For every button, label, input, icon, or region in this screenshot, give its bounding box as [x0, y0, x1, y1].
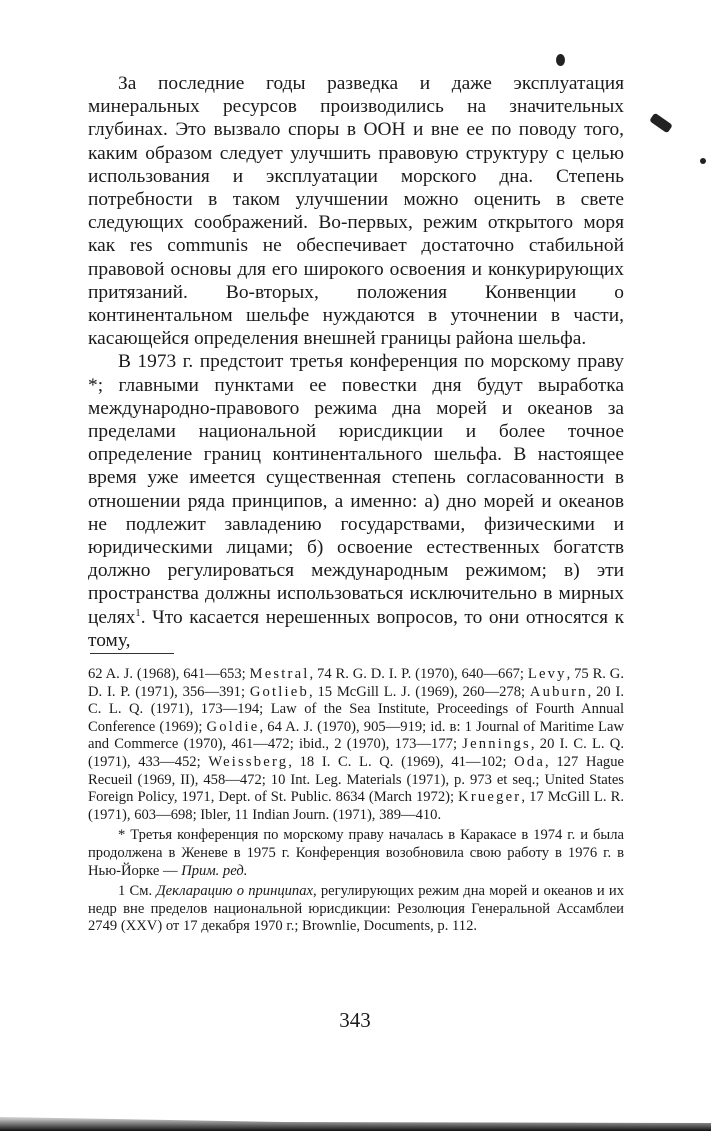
footnote-text: , 17 McGill L. R. (1971), 603—698; Ibler, 11 Indian Journ. (1971), 389—410. — [88, 789, 624, 823]
footnote-divider — [90, 653, 174, 654]
footnote-ref: 1 — [135, 606, 141, 619]
footnote-text: * Третья конференция по морскому праву началась в Каракасе в 1974 г. и была продолжена в Женеве в 1975 г. Конференция возобновила свою работу в 1976 г. в Нью-Йорке — — [88, 827, 624, 879]
body-paragraph — [88, 350, 624, 652]
body-paragraph — [88, 72, 624, 350]
footnote-text: , 20 I. C. L. Q. (1971), 173—194; Law of the Sea Institute, Proceedings of Fourth Annual Conference (1969); — [88, 683, 624, 735]
footnote-text: Oda — [514, 753, 546, 770]
footnote-text: регулирующих режим дна морей и океанов и их недр вне пределов национальной юрисдикции: Резолюция Генеральной Ассамблеи 2749 (XXV) от 17 декабря 1970 г.; Brownlie, Documents, p. 112. — [88, 883, 624, 935]
footnote-text: , 64 A. J. (1970), 905—919; id. в: 1 Journal of Maritime Law and Commerce (1970), 461—472; ibid., 2 (1970), 173—177; — [88, 718, 624, 753]
footnote-text: Goldie — [206, 718, 260, 735]
scan-speck — [556, 54, 565, 66]
footnote-paragraph — [88, 827, 624, 880]
scan-speck — [649, 113, 673, 134]
paragraph-text: . Что касается нерешенных вопросов, то они относятся к тому, — [88, 606, 624, 651]
page-number: 343 — [339, 1008, 371, 1032]
footnote-paragraph — [88, 666, 624, 824]
footnote-text: Levy — [527, 666, 567, 682]
body-text — [88, 72, 624, 652]
footnote-text: , 75 R. G. D. I. P. (1971), 356—391; — [88, 666, 624, 700]
footnote-text: Прим. ред. — [181, 862, 248, 879]
footnote-text: , 20 I. C. L. Q. (1971), 433—452; — [88, 736, 624, 770]
footnote-text: Декларацию о принципах, — [156, 883, 317, 900]
paragraph-text: В 1973 г. предстоит третья конференция по морскому праву *; главными пунктами ее повестки дня будут выработка международно-правового режима дна морей и океанов за пределами национальной юрисдикции и более точное определение границ континентального шельфа. В настоящее время уже имеется существенная степень согласованности в отношении ряда принципов, а именно: а) дно морей и океанов не подлежит завладению государствами, физическими и юридическими лицами; б) освоение естественных богатств должно регулироваться международным режимом; в) эти пространства должны использоваться исключительно в мирных целях — [88, 351, 624, 628]
footnote-text: , 127 Hague Recueil (1969, II), 458—472; 10 Int. Leg. Materials (1971), p. 973 et seq.; United States Foreign Policy, 1971, Dept. of St. Public. 8634 (March 1972); — [88, 753, 624, 806]
scan-edge-shadow — [0, 1111, 711, 1131]
footnote-text: Weissberg — [208, 753, 289, 770]
footnote-text: Auburn — [529, 683, 588, 700]
footnote-text: , 18 I. C. L. Q. (1969), 41—102; — [288, 753, 515, 770]
footnote-text: 62 A. J. (1968), 641—653; — [88, 666, 250, 682]
footnote-text: , 15 McGill L. J. (1969), 260—278; — [309, 683, 530, 700]
footnote-text: Mestral — [249, 666, 310, 682]
footnote-text: Jennings — [462, 736, 531, 753]
footnote-text: Krueger — [458, 789, 522, 806]
footnote-paragraph — [88, 883, 624, 936]
footnote-text: Gotlieb — [249, 683, 309, 700]
paragraph-text: За последние годы разведка и даже эксплуатация минеральных ресурсов производились на значительных глубинах. Это вызвало споры в ООН и вне ее по поводу того, каким образом следует улучшить правовую структуру с целью использования и эксплуатации морского дна. Степень потребности в таком улучшении можно оценить в свете следующих соображений. Во-первых, режим открытого моря как res communis не обеспечивает достаточно стабильной правовой основы для его широкого освоения и конкурирующих притязаний. Во-вторых, положения Конвенции о континентальном шельфе нуждаются в уточнении в части, касающейся определения внешней границы района шельфа. — [88, 73, 624, 350]
scan-speck — [700, 158, 706, 164]
footnotes — [88, 666, 624, 936]
footnote-text: , 74 R. G. D. I. P. (1970), 640—667; — [309, 666, 528, 682]
footnote-text: 1 См. — [118, 883, 157, 900]
